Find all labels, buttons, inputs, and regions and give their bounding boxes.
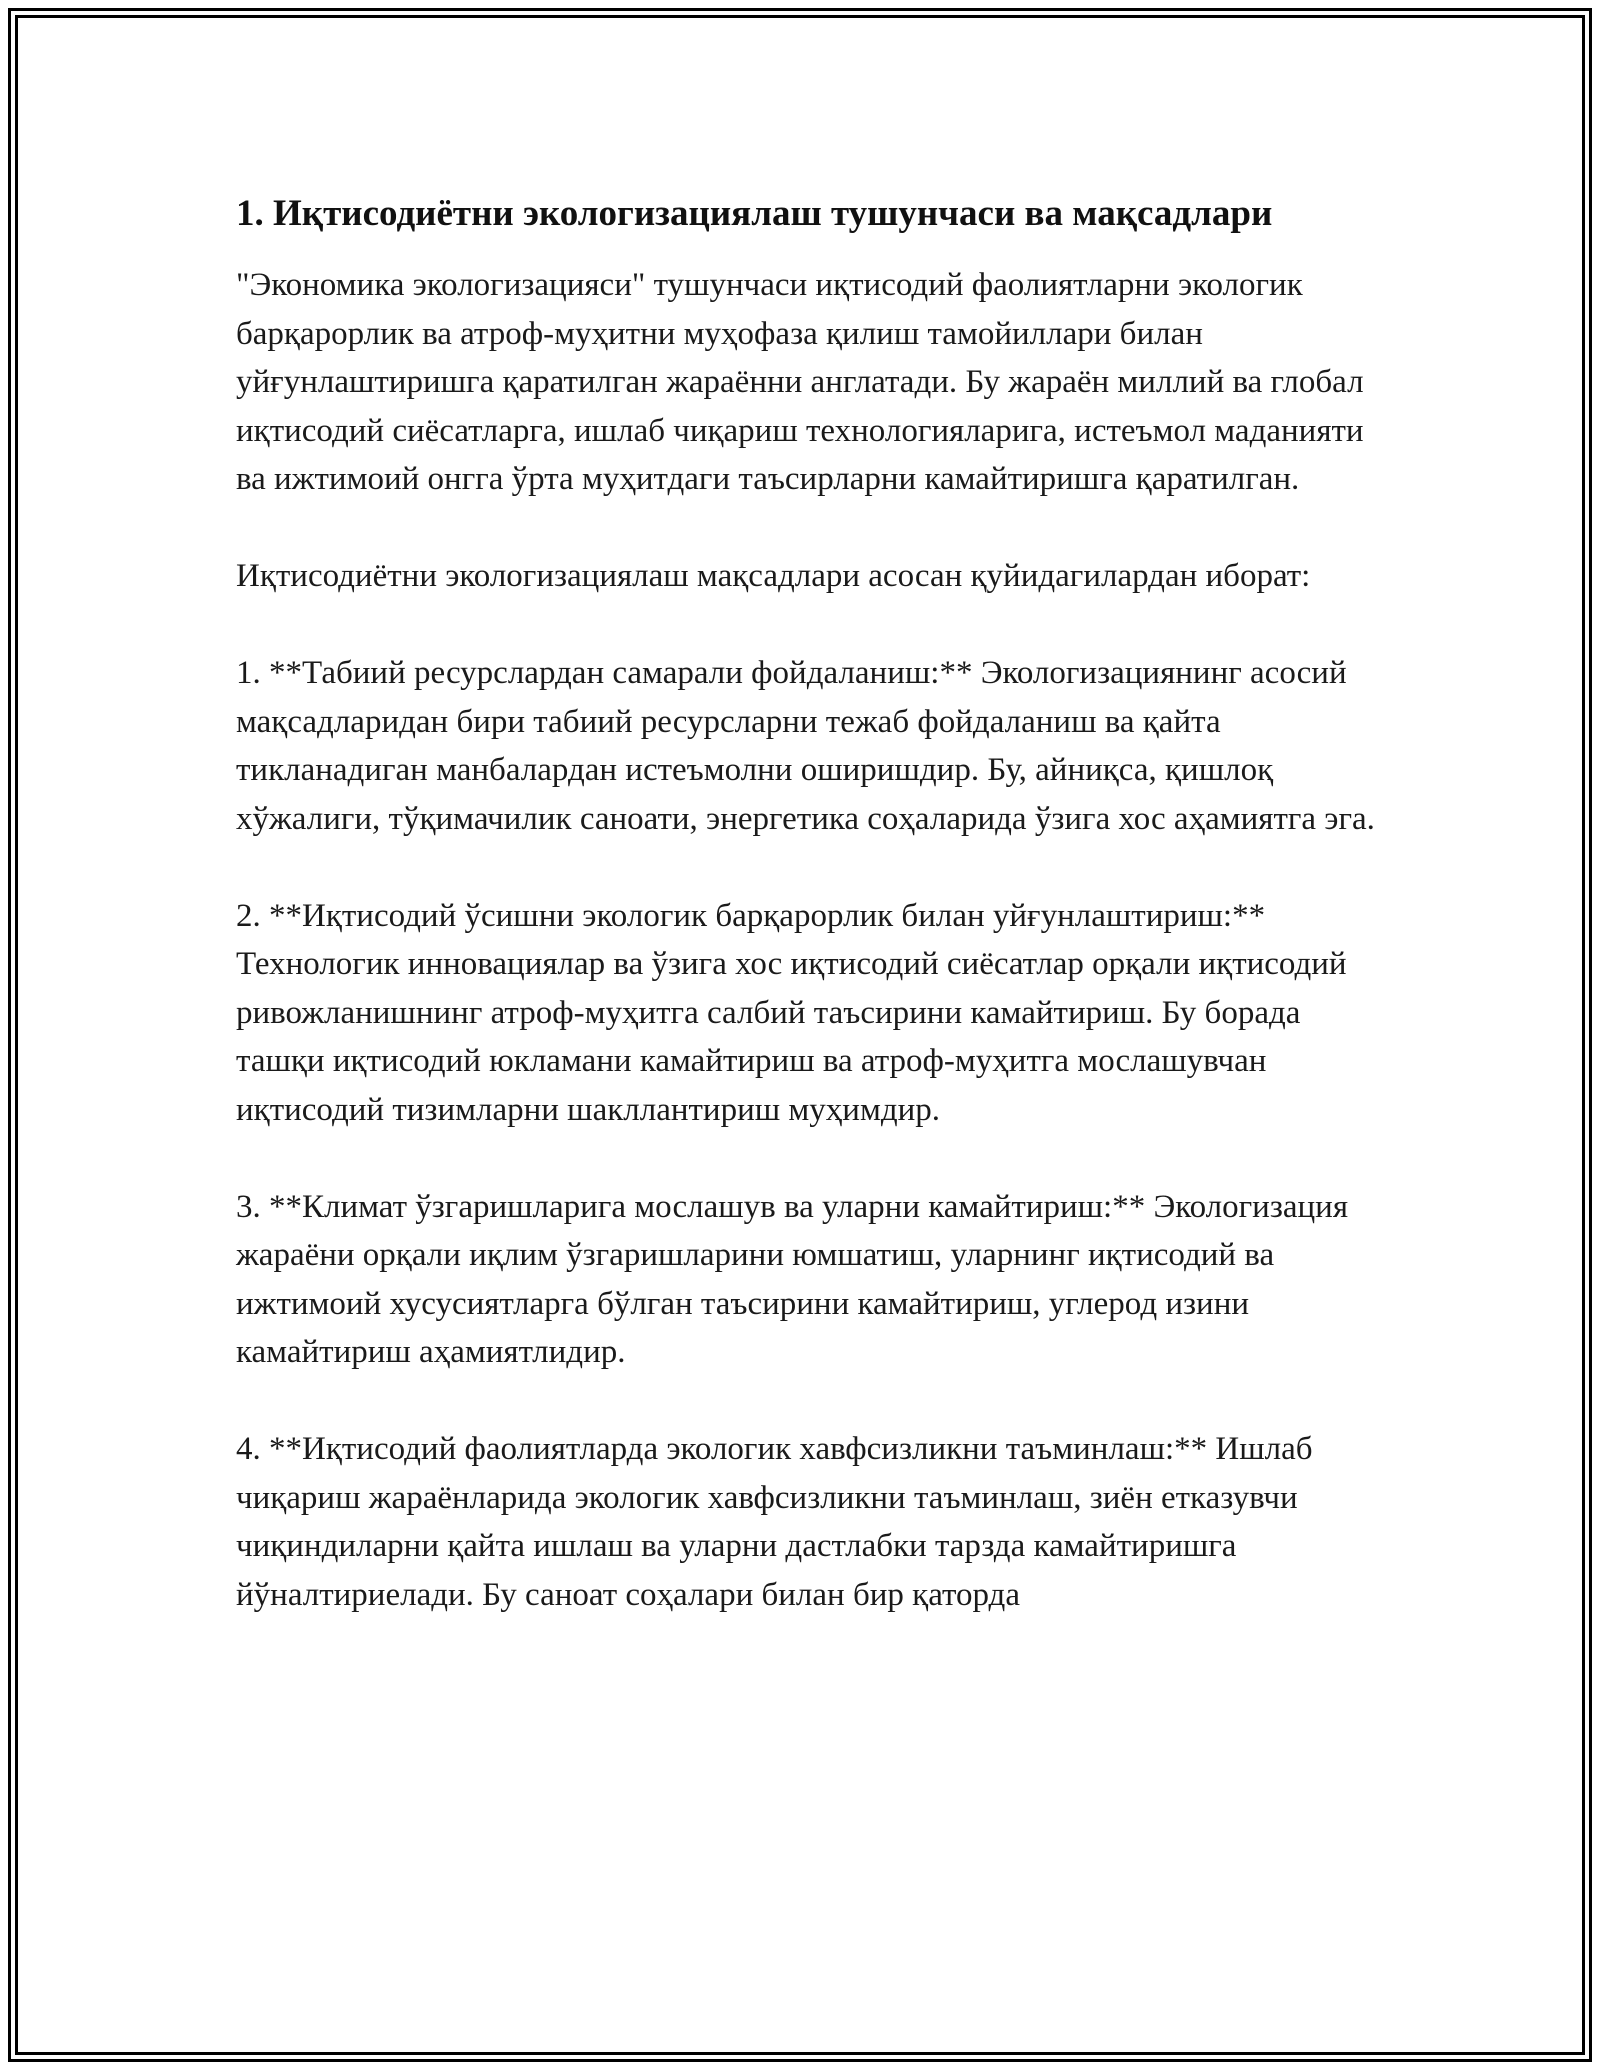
list-item-goal-2: 2. **Иқтисодий ўсишни экологик барқарорлик билан уйғунлаштириш:** Технологик инновациялар ва ўзига хос иқтисодий сиёсатлар орқали иқтисодий ривожланишнинг атроф-муҳитга салбий таъсирини камайтириш. Бу борада ташқи иқтисодий юкламани камайтириш ва атроф-муҳитга мослашувчан иқтисодий тизимларни шакллантириш муҳимдир.: [236, 897, 1347, 1128]
list-item-goal-4: 4. **Иқтисодий фаолиятларда экологик хавфсизликни таъминлаш:** Ишлаб чиқариш жараёнларида экологик хавфсизликни таъминлаш, зиён етказувчи чиқиндиларни қайта ишлаш ва уларни дастлабки тарзда камайтиришга йўналтириелади. Бу саноат соҳалари билан бир қаторда: [236, 1431, 1313, 1613]
document-body: [236, 186, 1376, 1619]
list-item-goal-1: 1. **Табиий ресурслардан самарали фойдаланиш:** Экологизациянинг асосий мақсадларидан бири табиий ресурсларни тежаб фойдаланиш ва қайта тикланадиган манбалардан истеъмолни оширишдир. Бу, айниқса, қишлоқ хўжалиги, тўқимачилик саноати, энергетика соҳаларида ўзига хос аҳамиятга эга.: [236, 655, 1375, 837]
paragraph-intro: "Экономика экологизацияси" тушунчаси иқтисодий фаолиятларни экологик барқарорлик ва атроф-муҳитни муҳофаза қилиш тамойиллари билан уйғунлаштиришга қаратилган жараённи англатади. Бу жараён миллий ва глобал иқтисодий сиёсатларга, ишлаб чиқариш технологияларига, истеъмол маданияти ва ижтимоий онгга ўрта муҳитдаги таъсирларни камайтиришга қаратилган.: [236, 267, 1364, 497]
paragraph-goals-lead: Иқтисодиётни экологизациялаш мақсадлари асосан қуйидагилардан иборат:: [236, 558, 1311, 594]
list-item-goal-3: 3. **Климат ўзгаришларига мослашув ва уларни камайтириш:** Экологизация жараёни орқали иқлим ўзгаришларини юмшатиш, уларнинг иқтисодий ва ижтимоий хусусиятларга бўлган таъсирини камайтириш, углерод изини камайтириш аҳамиятлидир.: [236, 1188, 1349, 1370]
section-title: 1. Иқтисодиётни экологизациялаш тушунчаси ва мақсадлари: [236, 193, 1273, 234]
